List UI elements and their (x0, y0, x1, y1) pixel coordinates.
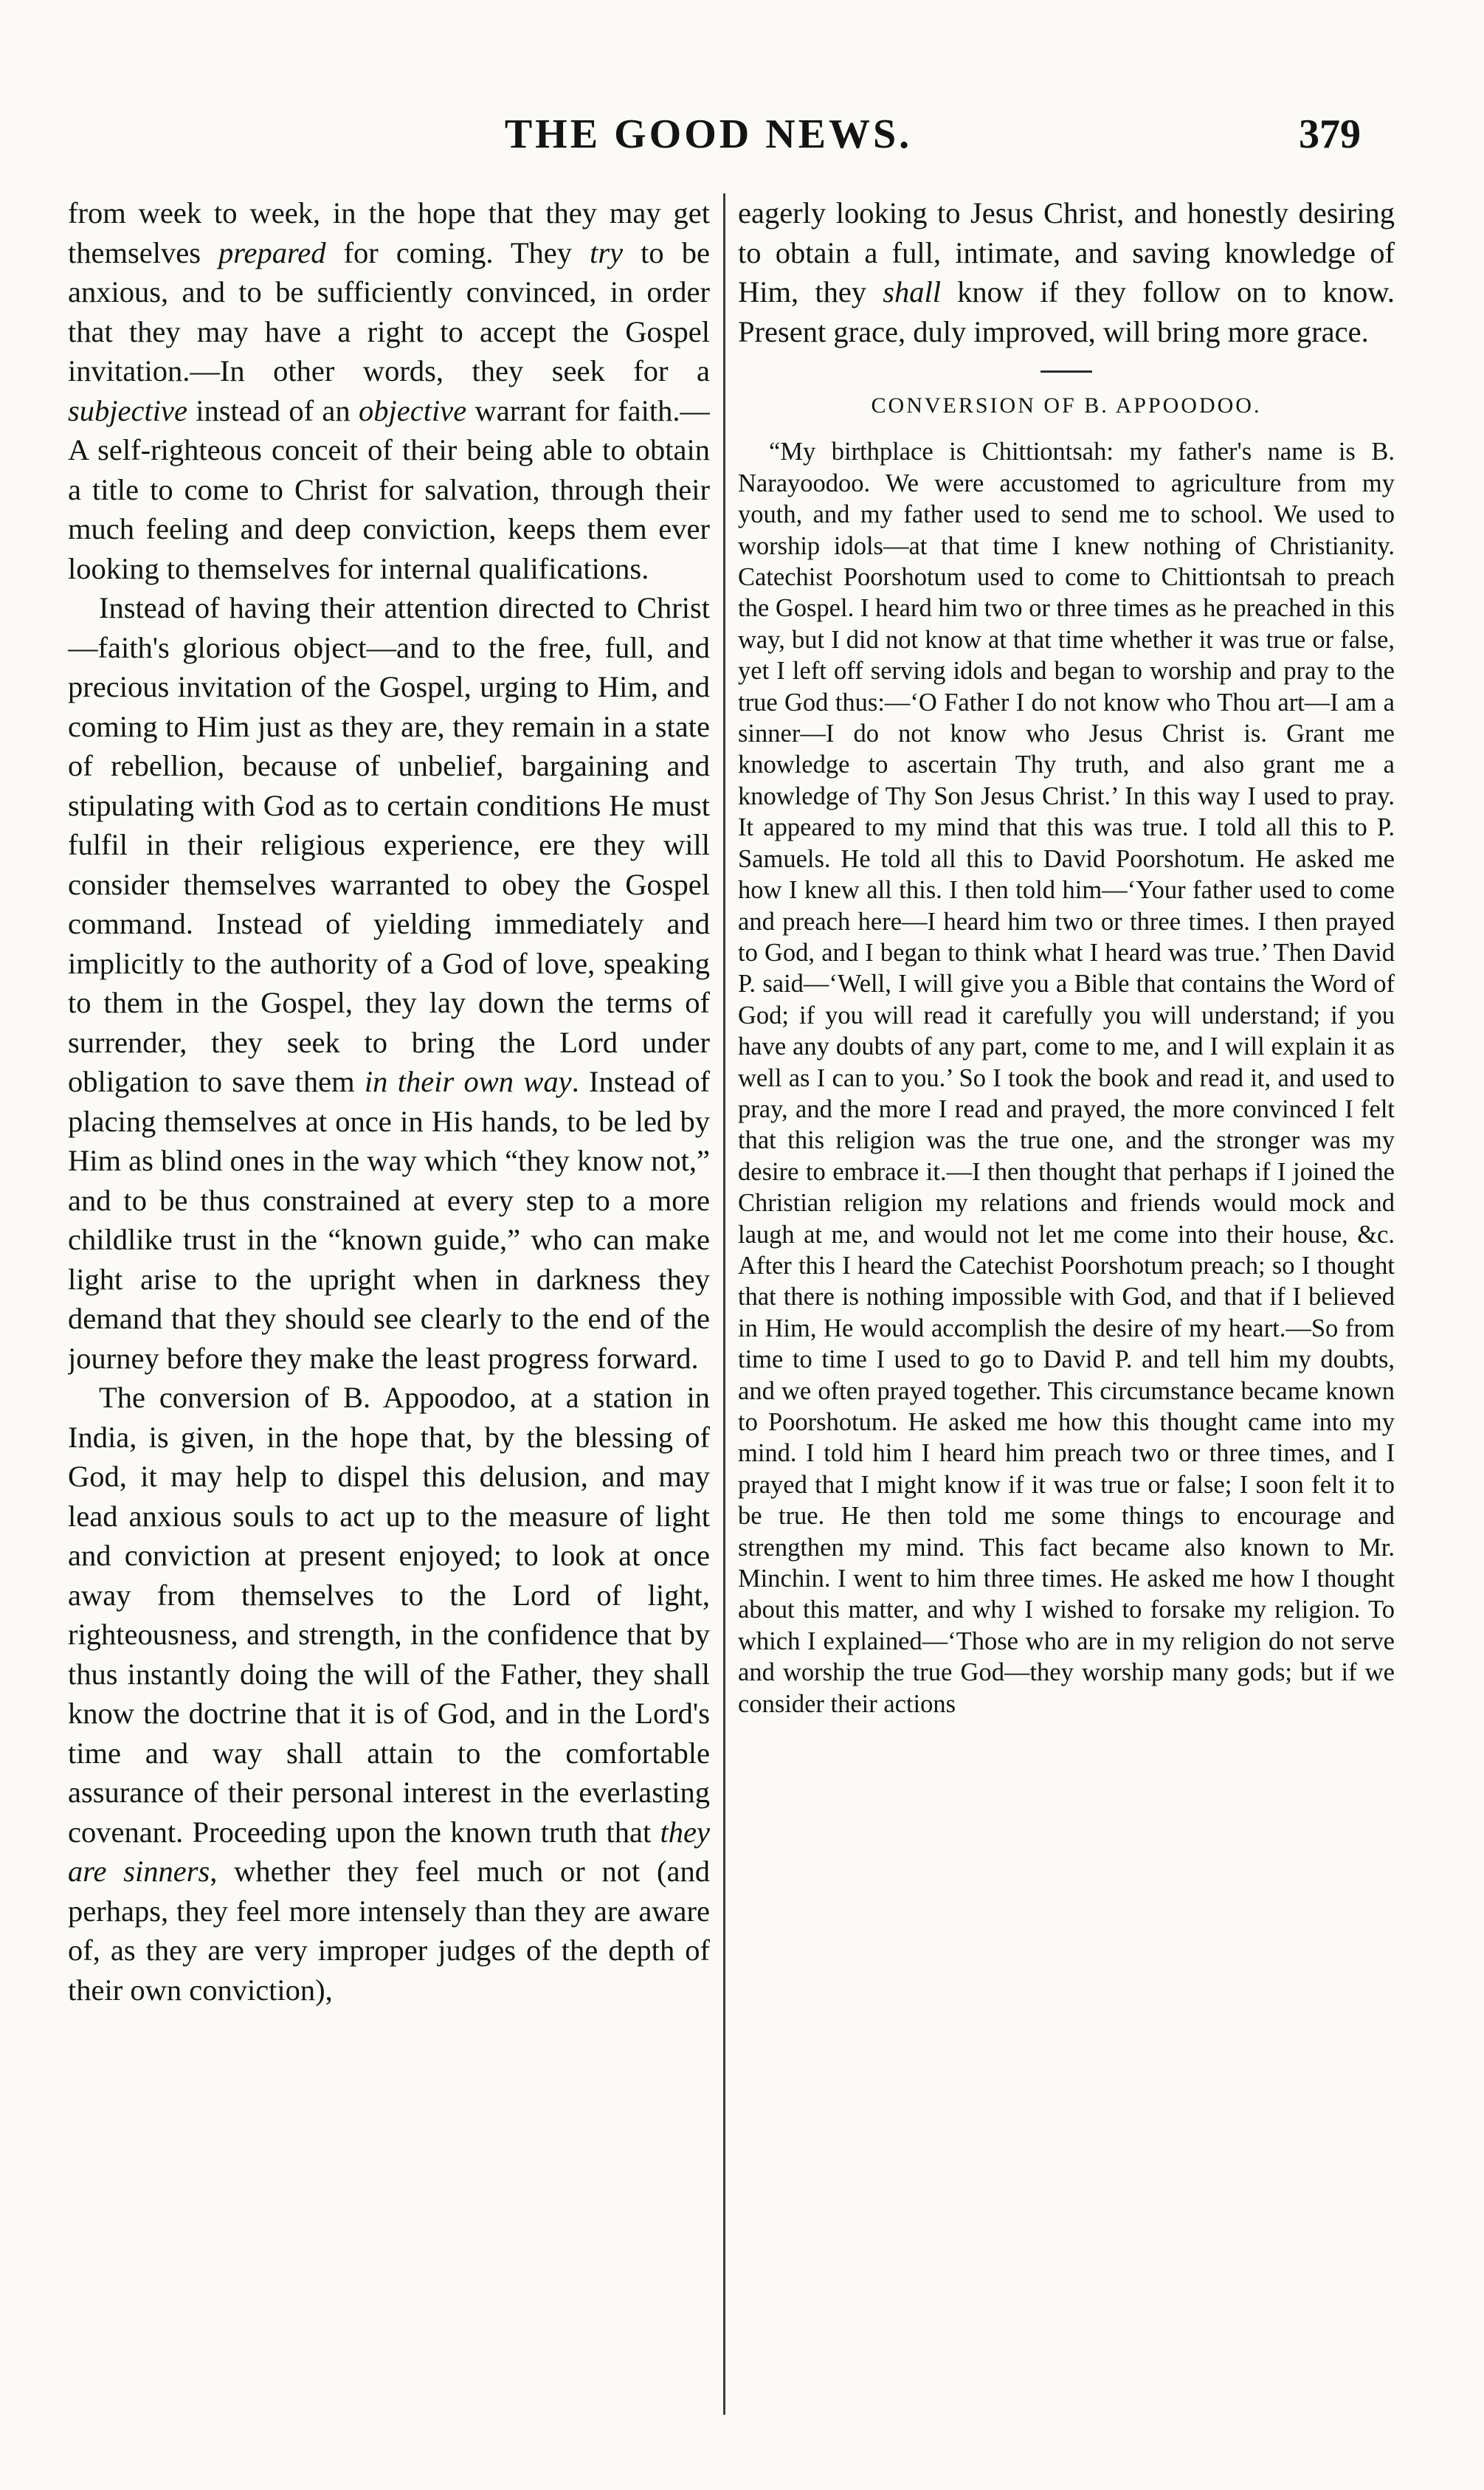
text-run: . Instead of placing themselves at once in His hands, to be led by Him as blind ones in the way which “they know not,” and to be thus constrained at every step to a more childlike trust in the “known guide,” who can make light arise to the upright when in darkness they demand that they should see clearly to the end of the journey before they make the least progress forward. (68, 1065, 710, 1375)
text-run: for coming. They (325, 235, 590, 269)
text-run: from week to week, in the hope that they may get themselves (68, 196, 710, 269)
text-run: eagerly looking to Jesus Christ, and honestly desiring to obtain a full, intimate, and saving knowledge of Him, they (738, 196, 1395, 308)
italic-text-run: try (590, 235, 624, 269)
section-separator-rule (1040, 370, 1092, 373)
italic-text-run: prepared (218, 235, 326, 269)
left-column (68, 193, 710, 2415)
text-run: warrant for faith.—A self-righteous conceit of their being able to obtain a title to come to Christ for salvation, through their much feeling and deep conviction, keeps them ever looking to themselves for internal qualifications. (68, 393, 710, 585)
text-run: know if they follow on to know. Present grace, duly improved, will bring more grace. (738, 275, 1395, 348)
left-column-paragraph (68, 1378, 710, 2010)
column-divider (723, 193, 725, 2415)
section-heading: CONVERSION OF B. APPOODOO. (871, 393, 1262, 418)
text-run: , whether they feel much or not (and perhaps, they feel more intensely than they are aware of, as they are very improper judges of the depth of their own conviction), (68, 1855, 710, 2007)
text-run: instead of an (187, 393, 359, 427)
text-run: Instead of having their attention directed to Christ—faith's glorious object—and to the free, full, and precious invitation of the Gospel, urging to Him, and coming to Him just as they are, they remain in a state of rebellion, because of unbelief, bargaining and stipulating with God as to certain conditions He must fulfil in their religious experience, ere they will consider themselves warranted to obey the Gospel command. Instead of yielding immediately and implicitly to the authority of a God of love, speaking to them in the Gospel, they lay down the terms of surrender, they seek to bring the Lord under obligation to save them (68, 591, 710, 1098)
italic-text-run: subjective (68, 393, 187, 427)
left-column-paragraph (68, 588, 710, 1378)
text-run: to be anxious, and to be sufficiently convinced, in order that they may have a right to accept the Gospel invitation.—In other words, they seek for a (68, 235, 710, 387)
text-run: The conversion of B. Appoodoo, at a station in India, is given, in the hope that, by the blessing of God, it may help to dispel this delusion, and may lead anxious souls to act up to the measure of light and conviction at present enjoyed; to look at once away from themselves to the Lord of light, righteousness, and strength, in the confidence that by thus instantly doing the will of the Father, they shall know the doctrine that it is of God, and in the Lord's time and way shall attain to the comfortable assurance of their personal interest in the everlasting covenant. Proceeding upon the known truth that (68, 1381, 710, 1849)
page-number: 379 (1299, 111, 1361, 157)
italic-text-run: they are sinners (68, 1815, 710, 1888)
page-header (0, 111, 1484, 170)
conversion-narrative-paragraph: “My birthplace is Chittiontsah: my father's name is B. Narayoodoo. We were accustomed to agriculture from my youth, and my father used to send me to school. We used to worship idols—at that time I knew nothing of Christianity. Catechist Poorshotum used to come to Chittiontsah to preach the Gospel. I heard him two or three times as he preached in this way, but I did not know at that time whether it was true or false, yet I left off serving idols and began to worship and pray to the true God thus:—‘O Father I do not know who Thou art—I am a sinner—I do not know who Jesus Christ is. Grant me knowledge to ascertain Thy truth, and also grant me a knowledge of Thy Son Jesus Christ.’ In this way I used to pray. It appeared to my mind that this was true. I told all this to P. Samuels. He told all this to David Poorshotum. He asked me how I knew all this. I then told him—‘Your father used to come and preach here—I heard him two or three times. I then prayed to God, and I began to think what I heard was true.’ Then David P. said—‘Well, I will give you a Bible that contains the Word of God; if you will read it carefully you will understand; if you have any doubts of any part, come to me, and I will explain it as well as I can to you.’ So I took the book and read it, and used to pray, and the more I read and prayed, the more convinced I felt that this religion was the true one, and the stronger was my desire to embrace it.—I then thought that perhaps if I joined the Christian religion my relations and friends would mock and laugh at me, and would not let me come into their house, &c. After this I heard the Catechist Poorshotum preach; so I thought that there is nothing impossible with God, and that if I believed in Him, He would accomplish the desire of my heart.—So from time to time I used to go to David P. and tell him my doubts, and we often prayed together. This circumstance became known to Poorshotum. He asked me how this thought came into my mind. I told him I heard him preach two or three times, and I prayed that I might know if it was true or false; I soon felt it to be true. He then told me some things to encourage and strengthen my mind. This fact became also known to Mr. Minchin. I went to him three times. He asked me how I thought about this matter, and why I wished to forsake my religion. To which I explained—‘Those who are in my religion do not serve and worship the true God—they worship many gods; but if we consider their actions (738, 438, 1395, 1718)
right-column-lead-paragraph (738, 193, 1395, 351)
right-column (738, 193, 1395, 2415)
running-title: THE GOOD NEWS. (504, 111, 913, 157)
italic-text-run: shall (883, 275, 941, 308)
italic-text-run: in their own way (364, 1065, 572, 1098)
left-column-paragraph (68, 193, 710, 588)
italic-text-run: objective (359, 393, 467, 427)
